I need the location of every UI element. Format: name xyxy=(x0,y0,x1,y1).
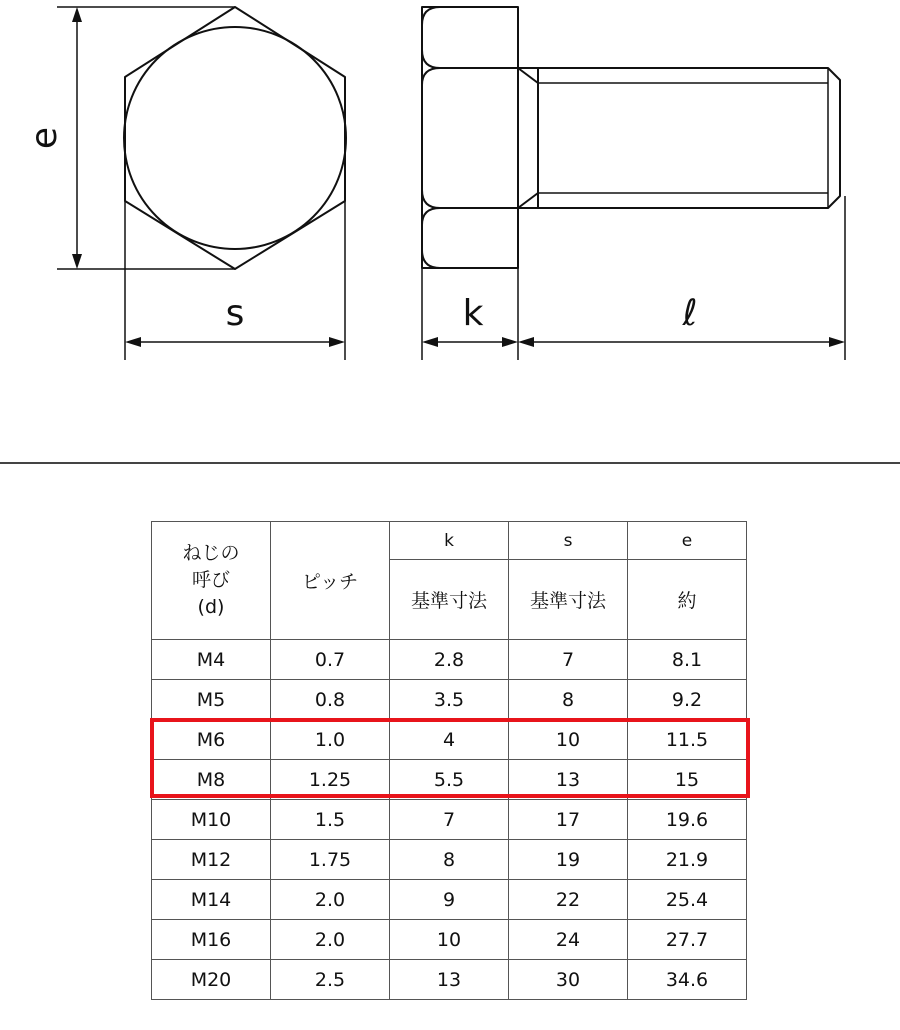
cell-s: 10 xyxy=(509,720,628,760)
table-row xyxy=(152,840,747,880)
cell-pitch: 1.5 xyxy=(271,800,390,840)
cell-d: M8 xyxy=(152,760,271,800)
cell-e: 21.9 xyxy=(628,840,747,880)
hex-bolt-drawing xyxy=(0,0,900,420)
header-nominal-size-line3: (d) xyxy=(197,596,225,618)
cell-d: M16 xyxy=(152,920,271,960)
cell-e: 25.4 xyxy=(628,880,747,920)
cell-d: M6 xyxy=(152,720,271,760)
cell-pitch: 2.5 xyxy=(271,960,390,1000)
bolt-spec-table xyxy=(151,521,747,1000)
cell-s: 22 xyxy=(509,880,628,920)
header-pitch: ピッチ xyxy=(271,522,390,640)
cell-d: M4 xyxy=(152,640,271,680)
l-arrow-right xyxy=(829,337,845,347)
cell-e: 27.7 xyxy=(628,920,747,960)
cell-k: 7 xyxy=(390,800,509,840)
cell-s: 30 xyxy=(509,960,628,1000)
l-arrow-left xyxy=(518,337,534,347)
chamfer-circle xyxy=(124,27,346,249)
k-arrow-right xyxy=(502,337,518,347)
cell-s: 17 xyxy=(509,800,628,840)
table-row xyxy=(152,800,747,840)
cell-d: M10 xyxy=(152,800,271,840)
cell-pitch: 1.0 xyxy=(271,720,390,760)
cell-e: 11.5 xyxy=(628,720,747,760)
separator-line xyxy=(0,462,900,464)
table-row xyxy=(152,920,747,960)
cell-e: 34.6 xyxy=(628,960,747,1000)
k-label: k xyxy=(462,293,484,334)
header-k: k xyxy=(390,522,509,560)
cell-s: 24 xyxy=(509,920,628,960)
bolt-head-outline xyxy=(422,7,518,268)
l-label: ℓ xyxy=(682,293,698,334)
header-k-sub: 基準寸法 xyxy=(390,560,509,640)
cell-e: 15 xyxy=(628,760,747,800)
e-arrow-bottom xyxy=(72,254,82,269)
table-row xyxy=(152,880,747,920)
table-row xyxy=(152,640,747,680)
cell-e: 19.6 xyxy=(628,800,747,840)
cell-e: 8.1 xyxy=(628,640,747,680)
cell-k: 2.8 xyxy=(390,640,509,680)
cell-pitch: 2.0 xyxy=(271,920,390,960)
header-nominal-size xyxy=(152,522,271,640)
cell-k: 9 xyxy=(390,880,509,920)
e-arrow-top xyxy=(72,7,82,22)
cell-pitch: 1.75 xyxy=(271,840,390,880)
e-label: e xyxy=(24,126,65,150)
cell-k: 8 xyxy=(390,840,509,880)
k-arrow-left xyxy=(422,337,438,347)
cell-pitch: 0.7 xyxy=(271,640,390,680)
cell-d: M12 xyxy=(152,840,271,880)
cell-k: 5.5 xyxy=(390,760,509,800)
cell-s: 13 xyxy=(509,760,628,800)
cell-d: M14 xyxy=(152,880,271,920)
table-row xyxy=(152,960,747,1000)
cell-k: 3.5 xyxy=(390,680,509,720)
hexagon-outline xyxy=(125,7,345,269)
cell-s: 8 xyxy=(509,680,628,720)
header-s: s xyxy=(509,522,628,560)
cell-k: 13 xyxy=(390,960,509,1000)
cell-pitch: 2.0 xyxy=(271,880,390,920)
header-nominal-size-line2: 呼び xyxy=(191,569,230,591)
bolt-shank-outline xyxy=(518,68,840,208)
cell-pitch: 0.8 xyxy=(271,680,390,720)
header-e: e xyxy=(628,522,747,560)
table-row xyxy=(152,720,747,760)
cell-e: 9.2 xyxy=(628,680,747,720)
cell-d: M5 xyxy=(152,680,271,720)
s-arrow-right xyxy=(329,337,345,347)
cell-d: M20 xyxy=(152,960,271,1000)
table-row xyxy=(152,680,747,720)
cell-s: 7 xyxy=(509,640,628,680)
cell-k: 10 xyxy=(390,920,509,960)
s-label: s xyxy=(225,293,245,334)
cell-s: 19 xyxy=(509,840,628,880)
cell-k: 4 xyxy=(390,720,509,760)
table-row xyxy=(152,760,747,800)
s-arrow-left xyxy=(125,337,141,347)
header-nominal-size-line1: ねじの xyxy=(182,542,240,564)
header-e-sub: 約 xyxy=(628,560,747,640)
header-s-sub: 基準寸法 xyxy=(509,560,628,640)
cell-pitch: 1.25 xyxy=(271,760,390,800)
